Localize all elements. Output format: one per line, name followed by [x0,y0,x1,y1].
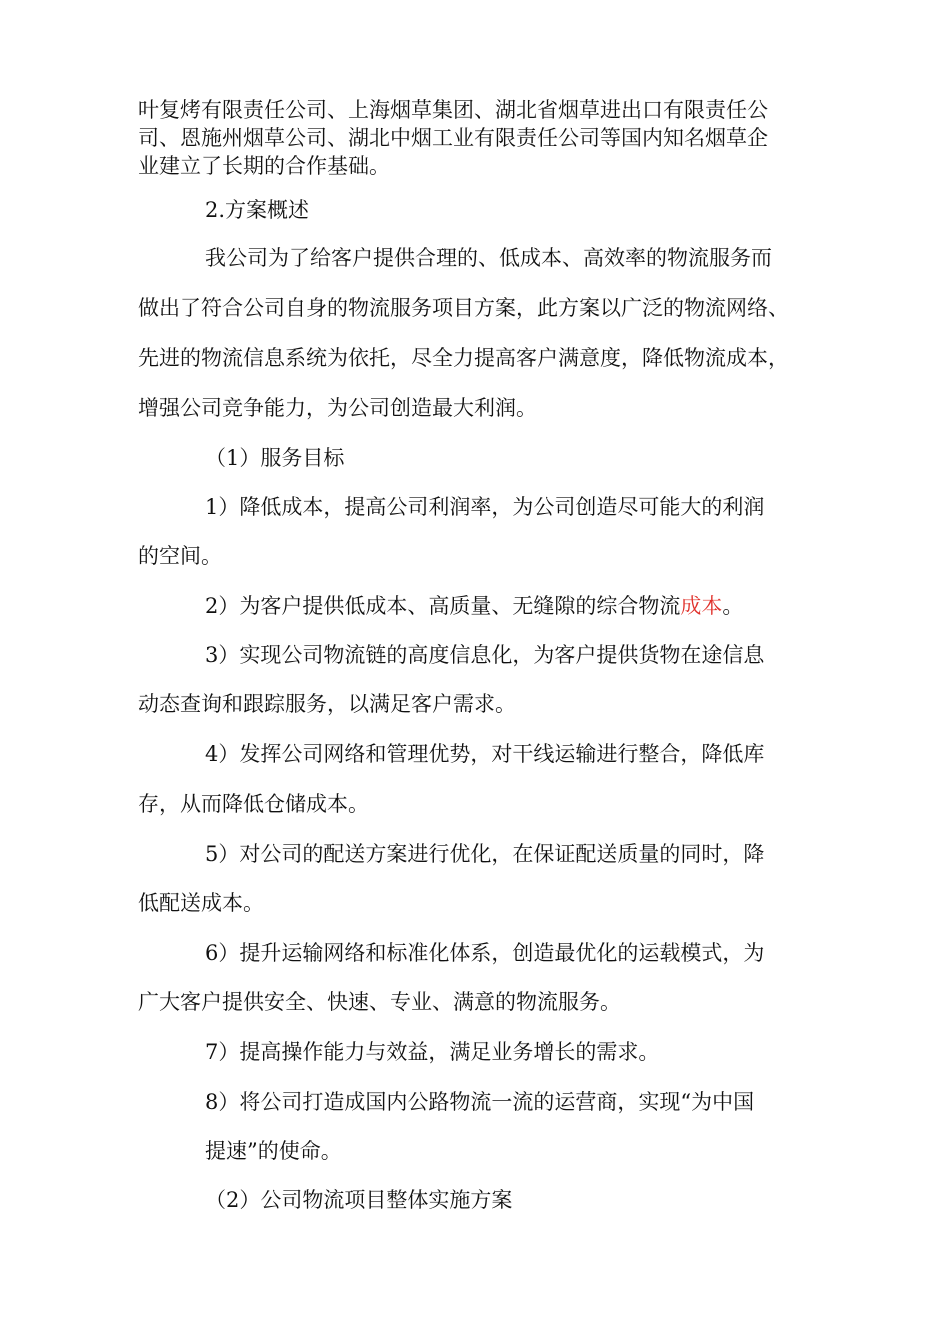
subheading: （1）服务目标 [205,446,345,470]
paragraph-line: 先进的物流信息系统为依托，尽全力提高客户满意度，降低物流成本， [138,346,789,370]
list-item-text: 2）为客户提供低成本、高质量、无缝隙的综合物流 [205,594,681,618]
paragraph-line: 叶复烤有限责任公司、上海烟草集团、湖北省烟草进出口有限责任公 [138,98,768,122]
paragraph-line: 业建立了长期的合作基础。 [138,154,390,178]
list-item: 3）实现公司物流链的高度信息化，为客户提供货物在途信息 [205,643,765,667]
list-item: 7）提高操作能力与效益，满足业务增长的需求。 [205,1040,660,1064]
subheading: （2）公司物流项目整体实施方案 [205,1188,513,1212]
paragraph-line: 增强公司竞争能力，为公司创造最大利润。 [138,396,537,420]
highlighted-text: 成本 [680,594,723,618]
paragraph-line: 我公司为了给客户提供合理的、低成本、高效率的物流服务而 [205,246,772,270]
list-item-continuation: 广大客户提供安全、快速、专业、满意的物流服务。 [138,990,621,1014]
list-item: 8）将公司打造成国内公路物流一流的运营商，实现“为中国 [205,1090,755,1114]
list-item-continuation: 提速”的使命。 [205,1139,342,1163]
paragraph-line: 做出了符合公司自身的物流服务项目方案，此方案以广泛的物流网络、 [138,296,789,320]
list-item-continuation: 动态查询和跟踪服务，以满足客户需求。 [138,692,516,716]
list-item: 6）提升运输网络和标准化体系，创造最优化的运载模式，为 [205,941,765,965]
paragraph-line: 司、恩施州烟草公司、湖北中烟工业有限责任公司等国内知名烟草企 [138,126,768,150]
list-item [205,596,743,617]
section-heading: 2.方案概述 [205,198,310,222]
list-item-continuation: 存，从而降低仓储成本。 [138,792,369,816]
list-item-continuation: 低配送成本。 [138,891,264,915]
list-item: 4）发挥公司网络和管理优势，对干线运输进行整合，降低库 [205,742,765,766]
list-item-continuation: 的空间。 [138,544,222,568]
list-item: 1）降低成本，提高公司利润率，为公司创造尽可能大的利润 [205,495,765,519]
list-item: 5）对公司的配送方案进行优化，在保证配送质量的同时，降 [205,842,765,866]
list-item-text-end: 。 [722,594,744,618]
